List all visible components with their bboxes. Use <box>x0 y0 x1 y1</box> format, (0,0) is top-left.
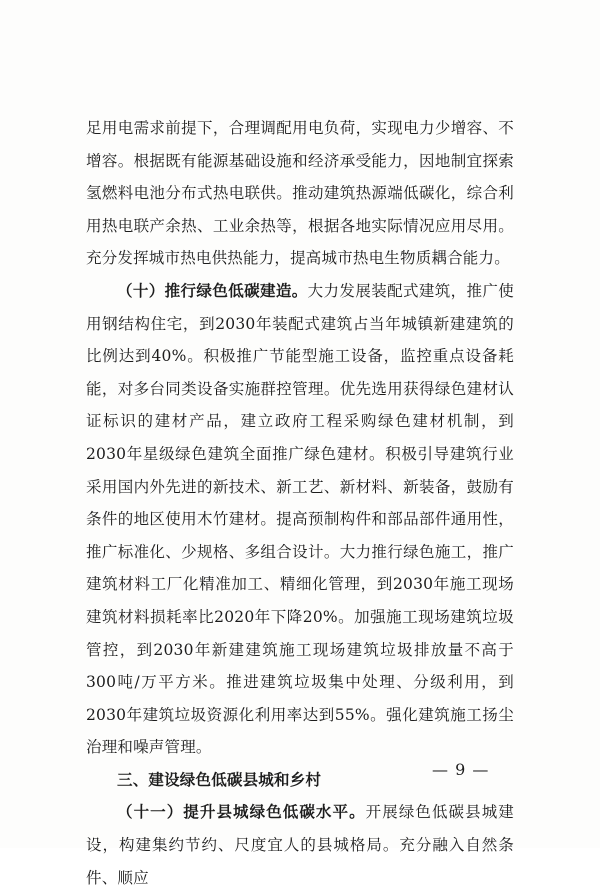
paragraph-text: 开展绿色低碳县城建设，构建集约节约、尺度宜人的县城格局。充分融入自然条件、顺应 <box>86 803 514 887</box>
paragraph-continued <box>86 112 514 275</box>
section-heading: 三、建设绿色低碳县城和乡村 <box>117 770 322 789</box>
page-number: — 9 — <box>432 760 490 779</box>
paragraph-text: 足用电需求前提下，合理调配用电负荷，实现电力少增容、不增容。根据既有能源基础设施和经济承受能力，因地制宜探索氢燃料电池分布式热电联供。推动建筑热源端低碳化，综合利用热电联产余热、工业余热等，根据各地实际情况应用尽用。充分发挥城市热电供热能力，提高城市热电生物质耦合能力。 <box>86 119 514 268</box>
paragraph-lead-heading: （十）推行绿色低碳建造。 <box>117 281 308 300</box>
paragraph-text: 大力发展装配式建筑，推广使用钢结构住宅，到2030年装配式建筑占当年城镇新建建筑的比例达到40%。积极推广节能型施工设备，监控重点设备耗能，对多台同类设备实施群控管理。优先选用获得绿色建材认证标识的建材产品，建立政府工程采购绿色建材机制，到2030年星级绿色建筑全面推广绿色建材。积极引导建筑行业采用国内外先进的新技术、新工艺、新材料、新装备，鼓励有条件的地区使用木竹建材。提高预制构件和部品部件通用性，推广标准化、少规格、多组合设计。大力推行绿色施工，推广建筑材料工厂化精准加工、精细化管理，到2030年施工现场建筑材料损耗率比2020年下降20%。加强施工现场建筑垃圾管控，到2030年新建建筑施工现场建筑垃圾排放量不高于300吨/万平方米。推进建筑垃圾集中处理、分级利用，到2030年建筑垃圾资源化利用率达到55%。强化建筑施工扬尘治理和噪声管理。 <box>86 281 514 757</box>
paragraph-county-green <box>86 796 514 894</box>
paragraph-green-construction <box>86 275 514 764</box>
paragraph-lead-heading: （十一）提升县城绿色低碳水平。 <box>117 803 366 822</box>
